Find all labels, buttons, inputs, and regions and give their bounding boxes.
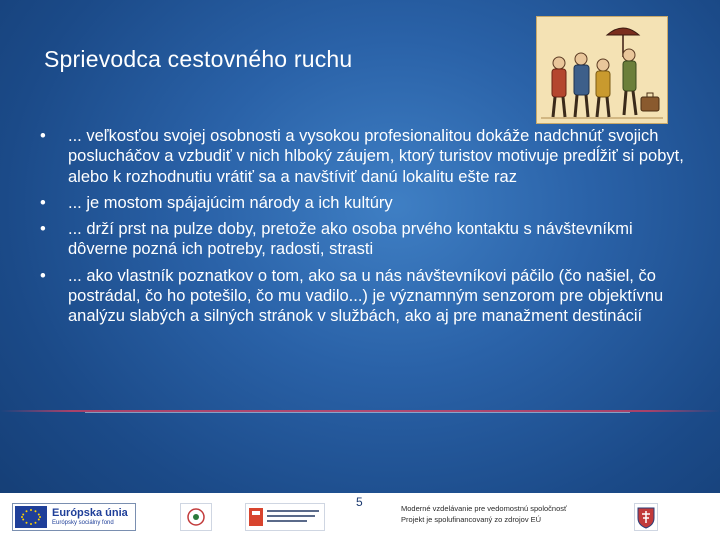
footer-text-line: Projekt je spolufinancovaný zo zdrojov EÚ: [401, 515, 542, 524]
eu-flag-icon: [15, 506, 47, 528]
bullet-item: • ... drží prst na pulze doby, pretože ako osoba prvého kontaktu s návštevníkmi dôverne pozná ich potreby, radosti, strasti: [40, 219, 690, 260]
tour-guide-group-icon: [537, 17, 667, 123]
eu-logo-subtitle: Európsky sociálny fond: [52, 520, 114, 526]
footer-text: [401, 503, 567, 525]
separator-highlight: [85, 412, 630, 413]
page-number: 5: [356, 495, 363, 509]
bullet-item: • ... veľkosťou svojej osobnosti a vysokou profesionalitou dokáže nadchnúť svojich poslucháčov a vzbudiť v nich hlboký záujem, ktorý turistov motivuje predĺžiť si pobyt, alebo k rozhodnutiu vrátiť sa a navštíviť danú lokalitu ešte raz: [40, 126, 690, 187]
eu-logo-title: Európska únia: [52, 507, 128, 519]
footer-text-line: Moderné vzdelávanie pre vedomostnú spoločnosť: [401, 504, 567, 513]
bullet-list: [40, 126, 690, 333]
bullet-item: • ... ako vlastník poznatkov o tom, ako sa u nás návštevníkovi páčilo (čo našiel, čo postrádal, čo ho potešilo, čo mu vadilo...) je významným senzorom pre objektívnu analýzu slabých a silných stránok v službách, ako aj pre manažment destinácií: [40, 266, 690, 327]
ministry-crest-icon: [634, 503, 658, 531]
eu-logo: [12, 503, 136, 531]
agency-logo-icon: [245, 503, 325, 531]
partner-logo-icon: [180, 503, 212, 531]
tour-guide-group-illustration: [536, 16, 668, 124]
slide-title: Sprievodca cestovného ruchu: [44, 46, 353, 72]
bullet-item: • ... je mostom spájajúcim národy a ich kultúry: [40, 193, 690, 213]
